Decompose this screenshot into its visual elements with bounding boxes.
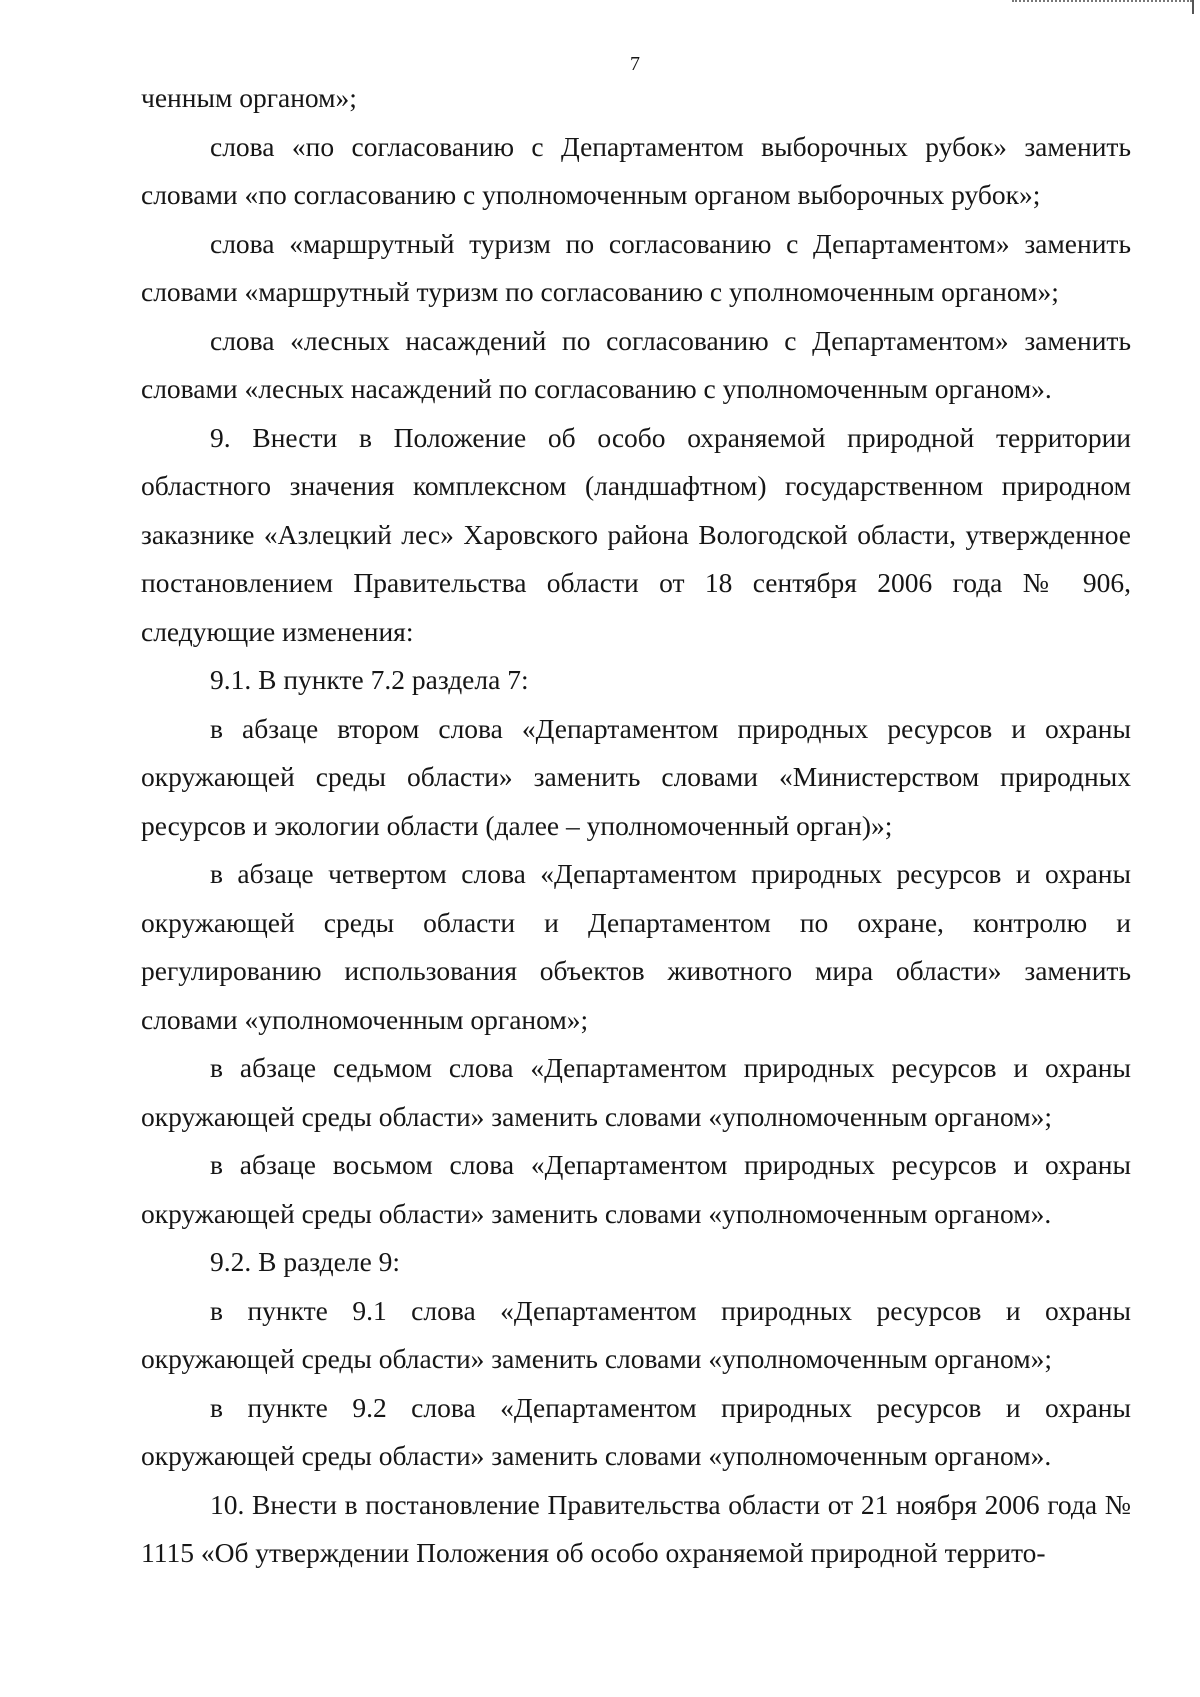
scan-edge-tick — [1192, 0, 1194, 14]
paragraph: 10. Внести в постановление Правительства области от 21 ноября 2006 года № 1115 «Об утверждении Положения об особо охраняемой природной террито- — [141, 1488, 1131, 1568]
paragraph: в пункте 9.2 слова «Департаментом природных ресурсов и охраны окружающей среды области» заменить словами «уполномоченным органом». — [141, 1391, 1131, 1471]
paragraph: 9.1. В пункте 7.2 раздела 7: — [210, 664, 529, 695]
paragraph: ченным органом»; — [141, 82, 357, 113]
paragraph: в абзаце втором слова «Департаментом природных ресурсов и охраны окружающей среды области» заменить словами «Министерством природных ресурсов и экологии области (далее – уполномоченный орган)»; — [141, 712, 1131, 841]
paragraph: слова «лесных насаждений по согласованию с Департаментом» заменить словами «лесных насаждений по согласованию с уполномоченным органом». — [141, 324, 1131, 404]
paragraph: в абзаце восьмом слова «Департаментом природных ресурсов и охраны окружающей среды области» заменить словами «уполномоченным органом». — [141, 1149, 1131, 1229]
paragraph: 9. Внести в Положение об особо охраняемой природной территории областного значения комплексном (ландшафтном) государственном природном заказнике «Азлецкий лес» Харовского района Вологодской области, утвержденное постановлением Правительства области от 18 сентября 2006 года № 906, следующие изменения: — [141, 421, 1131, 647]
page-number: 7 — [630, 53, 640, 75]
document-body — [141, 74, 1131, 1578]
scan-edge-mark — [1012, 0, 1192, 8]
paragraph: 9.2. В разделе 9: — [210, 1246, 401, 1277]
paragraph: слова «маршрутный туризм по согласованию с Департаментом» заменить словами «маршрутный туризм по согласованию с уполномоченным органом»; — [141, 227, 1131, 307]
paragraph: в абзаце седьмом слова «Департаментом природных ресурсов и охраны окружающей среды области» заменить словами «уполномоченным органом»; — [141, 1052, 1131, 1132]
paragraph: в абзаце четвертом слова «Департаментом природных ресурсов и охраны окружающей среды области и Департаментом по охране, контролю и регулированию использования объектов животного мира области» заменить словами «уполномоченным органом»; — [141, 858, 1131, 1035]
paragraph: в пункте 9.1 слова «Департаментом природных ресурсов и охраны окружающей среды области» заменить словами «уполномоченным органом»; — [141, 1294, 1131, 1374]
paragraph: слова «по согласованию с Департаментом выборочных рубок» заменить словами «по согласованию с уполномоченным органом выборочных рубок»; — [141, 130, 1131, 210]
